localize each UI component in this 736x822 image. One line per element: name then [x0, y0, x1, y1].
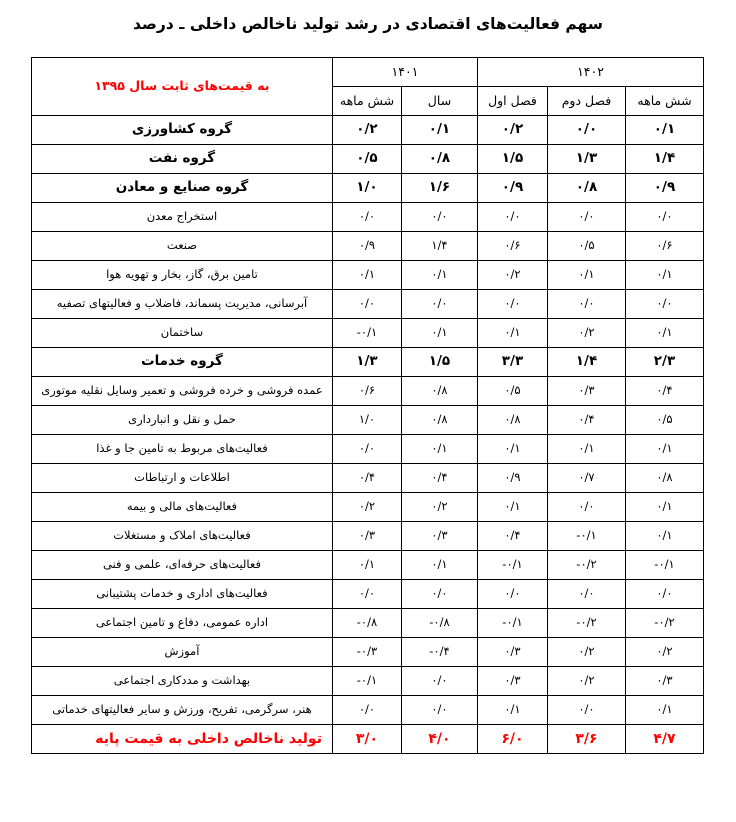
- data-cell: ۰/۱: [626, 116, 704, 145]
- data-cell: ۰/۰: [626, 580, 704, 609]
- data-cell: ۱/۵: [401, 348, 477, 377]
- group-row-label: گروه خدمات: [31, 348, 332, 377]
- data-cell: ۱/۴: [401, 232, 477, 261]
- data-cell: ۰/۶: [332, 377, 401, 406]
- data-cell: -۰/۱: [477, 609, 547, 638]
- data-cell: -۰/۸: [401, 609, 477, 638]
- data-cell: ۰/۱: [401, 261, 477, 290]
- data-cell: ۰/۱: [626, 319, 704, 348]
- data-cell: ۰/۸: [477, 406, 547, 435]
- data-cell: ۰/۵: [332, 145, 401, 174]
- table-row: [31, 377, 703, 406]
- data-cell: -۰/۲: [626, 609, 704, 638]
- data-cell: ۰/۱: [332, 261, 401, 290]
- sub-row-label: آبرسانی، مدیریت پسماند، فاضلاب و فعالیتهای تصفیه: [31, 290, 332, 319]
- table-row: [31, 116, 703, 145]
- data-cell: ۰/۴: [626, 377, 704, 406]
- table-row: [31, 348, 703, 377]
- data-cell: ۰/۰: [332, 580, 401, 609]
- data-cell: ۰/۰: [477, 290, 547, 319]
- column-header-1401-six-month: شش ماهه: [332, 87, 401, 116]
- data-cell: ۰/۳: [477, 667, 547, 696]
- sub-row-label: عمده فروشی و خرده فروشی و تعمیر وسایل نقلیه موتوری: [31, 377, 332, 406]
- data-cell: ۲/۳: [626, 348, 704, 377]
- data-cell: ۰/۴: [401, 464, 477, 493]
- table-head: [31, 58, 703, 116]
- data-cell: ۰/۶: [477, 232, 547, 261]
- data-cell: ۰/۱: [401, 319, 477, 348]
- sub-row-label: اداره عمومی، دفاع و تامین اجتماعی: [31, 609, 332, 638]
- constant-prices-note: به قیمت‌های ثابت سال ۱۳۹۵: [31, 58, 332, 116]
- table-row: [31, 522, 703, 551]
- sub-row-label: فعالیت‌های حرفه‌ای، علمی و فنی: [31, 551, 332, 580]
- data-cell: ۱/۶: [401, 174, 477, 203]
- data-cell: ۰/۱: [626, 493, 704, 522]
- data-cell: ۰/۷: [548, 464, 626, 493]
- data-cell: ۰/۱: [548, 435, 626, 464]
- data-cell: -۰/۱: [332, 319, 401, 348]
- data-cell: ۳/۶: [548, 725, 626, 754]
- sub-row-label: فعالیت‌های مالی و بیمه: [31, 493, 332, 522]
- data-cell: ۰/۹: [477, 464, 547, 493]
- data-cell: ۰/۰: [332, 696, 401, 725]
- data-cell: ۰/۹: [477, 174, 547, 203]
- table-row: [31, 667, 703, 696]
- table-row: [31, 145, 703, 174]
- group-row-label: گروه نفت: [31, 145, 332, 174]
- column-header-1402-six-month: شش ماهه: [626, 87, 704, 116]
- group-row-label: گروه کشاورزی: [31, 116, 332, 145]
- data-cell: ۱/۳: [548, 145, 626, 174]
- sub-row-label: فعالیت‌های مربوط به تامین جا و غذا: [31, 435, 332, 464]
- data-cell: ۰/۲: [548, 319, 626, 348]
- data-cell: ۰/۰: [477, 580, 547, 609]
- data-cell: ۰/۲: [548, 638, 626, 667]
- sub-row-label: صنعت: [31, 232, 332, 261]
- table-row: [31, 319, 703, 348]
- data-cell: ۰/۵: [477, 377, 547, 406]
- table-row: [31, 435, 703, 464]
- sub-row-label: آموزش: [31, 638, 332, 667]
- table-row: [31, 725, 703, 754]
- data-cell: -۰/۲: [548, 551, 626, 580]
- year-group-1402: ۱۴۰۲: [477, 58, 703, 87]
- data-cell: -۰/۱: [548, 522, 626, 551]
- data-cell: ۰/۱: [626, 696, 704, 725]
- data-cell: -۰/۴: [401, 638, 477, 667]
- table-row: [31, 464, 703, 493]
- data-cell: ۰/۰: [477, 203, 547, 232]
- data-cell: ۰/۱: [477, 493, 547, 522]
- data-cell: ۰/۹: [626, 174, 704, 203]
- group-row-label: گروه صنایع و معادن: [31, 174, 332, 203]
- data-cell: ۰/۱: [626, 522, 704, 551]
- sub-row-label: استخراج معدن: [31, 203, 332, 232]
- sub-row-label: بهداشت و مددکاری اجتماعی: [31, 667, 332, 696]
- data-cell: ۰/۰: [332, 290, 401, 319]
- data-cell: ۰/۱: [477, 319, 547, 348]
- table-row: [31, 290, 703, 319]
- data-cell: ۰/۲: [401, 493, 477, 522]
- data-cell: ۰/۰: [548, 203, 626, 232]
- data-cell: ۰/۲: [332, 493, 401, 522]
- data-cell: ۱/۵: [477, 145, 547, 174]
- data-cell: -۰/۱: [477, 551, 547, 580]
- table-row: [31, 609, 703, 638]
- data-cell: ۰/۰: [548, 290, 626, 319]
- data-cell: ۰/۱: [332, 551, 401, 580]
- table-row: [31, 696, 703, 725]
- table-row: [31, 174, 703, 203]
- table-row: [31, 551, 703, 580]
- data-cell: ۰/۳: [401, 522, 477, 551]
- data-cell: ۳/۰: [332, 725, 401, 754]
- data-cell: ۱/۴: [548, 348, 626, 377]
- data-cell: ۰/۰: [332, 203, 401, 232]
- data-cell: ۰/۰: [548, 493, 626, 522]
- table-body: [31, 116, 703, 754]
- data-cell: ۰/۰: [548, 116, 626, 145]
- table-row: [31, 638, 703, 667]
- table-row: [31, 493, 703, 522]
- sub-row-label: اطلاعات و ارتباطات: [31, 464, 332, 493]
- data-cell: ۰/۸: [401, 406, 477, 435]
- table-row: [31, 406, 703, 435]
- data-cell: -۰/۳: [332, 638, 401, 667]
- data-cell: ۰/۹: [332, 232, 401, 261]
- data-cell: ۰/۱: [401, 435, 477, 464]
- sub-row-label: فعالیت‌های املاک و مستغلات: [31, 522, 332, 551]
- data-cell: ۰/۲: [548, 667, 626, 696]
- gdp-contribution-table: [31, 57, 704, 754]
- data-cell: ۰/۰: [626, 290, 704, 319]
- data-cell: ۰/۰: [401, 667, 477, 696]
- data-cell: ۰/۶: [626, 232, 704, 261]
- data-cell: ۱/۰: [332, 174, 401, 203]
- data-cell: ۰/۸: [401, 145, 477, 174]
- table-row: [31, 232, 703, 261]
- data-cell: -۰/۸: [332, 609, 401, 638]
- data-cell: ۱/۳: [332, 348, 401, 377]
- sub-row-label: ساختمان: [31, 319, 332, 348]
- sub-row-label: حمل و نقل و انبارداری: [31, 406, 332, 435]
- data-cell: ۰/۸: [401, 377, 477, 406]
- table-container: [32, 57, 704, 754]
- data-cell: ۰/۰: [332, 435, 401, 464]
- data-cell: ۰/۲: [477, 261, 547, 290]
- table-row: [31, 261, 703, 290]
- data-cell: ۰/۵: [548, 232, 626, 261]
- data-cell: ۰/۰: [401, 580, 477, 609]
- data-cell: ۰/۴: [548, 406, 626, 435]
- data-cell: ۰/۳: [626, 667, 704, 696]
- data-cell: ۰/۲: [626, 638, 704, 667]
- column-header-1401-year: سال: [401, 87, 477, 116]
- sub-row-label: هنر، سرگرمی، تفریح، ورزش و سایر فعالیتهای خدماتی: [31, 696, 332, 725]
- data-cell: ۰/۵: [626, 406, 704, 435]
- data-cell: ۰/۰: [401, 696, 477, 725]
- data-cell: ۰/۰: [401, 203, 477, 232]
- data-cell: ۳/۳: [477, 348, 547, 377]
- data-cell: ۰/۰: [626, 203, 704, 232]
- data-cell: ۰/۱: [626, 435, 704, 464]
- data-cell: ۰/۳: [477, 638, 547, 667]
- table-row: [31, 580, 703, 609]
- data-cell: ۰/۰: [401, 290, 477, 319]
- page-title: سهم فعالیت‌های اقتصادی در رشد تولید ناخالص داخلی ـ درصد: [132, 15, 604, 33]
- sub-row-label: تامین برق، گاز، بخار و تهویه هوا: [31, 261, 332, 290]
- data-cell: ۰/۱: [626, 261, 704, 290]
- data-cell: ۰/۰: [548, 580, 626, 609]
- data-cell: ۰/۲: [332, 116, 401, 145]
- header-row-years: [31, 58, 703, 87]
- data-cell: ۴/۷: [626, 725, 704, 754]
- data-cell: ۱/۰: [332, 406, 401, 435]
- data-cell: ۰/۱: [548, 261, 626, 290]
- data-cell: ۱/۴: [626, 145, 704, 174]
- data-cell: ۰/۸: [626, 464, 704, 493]
- data-cell: ۰/۸: [548, 174, 626, 203]
- column-header-1402-q1: فصل اول: [477, 87, 547, 116]
- total-row-label: تولید ناخالص داخلی به قیمت پایه: [31, 725, 332, 754]
- year-group-1401: ۱۴۰۱: [332, 58, 477, 87]
- data-cell: ۰/۰: [548, 696, 626, 725]
- table-row: [31, 203, 703, 232]
- column-header-1402-q2: فصل دوم: [548, 87, 626, 116]
- data-cell: -۰/۱: [626, 551, 704, 580]
- data-cell: ۰/۴: [477, 522, 547, 551]
- data-cell: -۰/۱: [332, 667, 401, 696]
- data-cell: ۴/۰: [401, 725, 477, 754]
- data-cell: ۰/۳: [548, 377, 626, 406]
- data-cell: ۰/۱: [477, 696, 547, 725]
- sub-row-label: فعالیت‌های اداری و خدمات پشتیبانی: [31, 580, 332, 609]
- data-cell: ۰/۱: [477, 435, 547, 464]
- data-cell: -۰/۲: [548, 609, 626, 638]
- data-cell: ۰/۱: [401, 551, 477, 580]
- data-cell: ۰/۳: [332, 522, 401, 551]
- data-cell: ۶/۰: [477, 725, 547, 754]
- data-cell: ۰/۴: [332, 464, 401, 493]
- data-cell: ۰/۱: [401, 116, 477, 145]
- data-cell: ۰/۲: [477, 116, 547, 145]
